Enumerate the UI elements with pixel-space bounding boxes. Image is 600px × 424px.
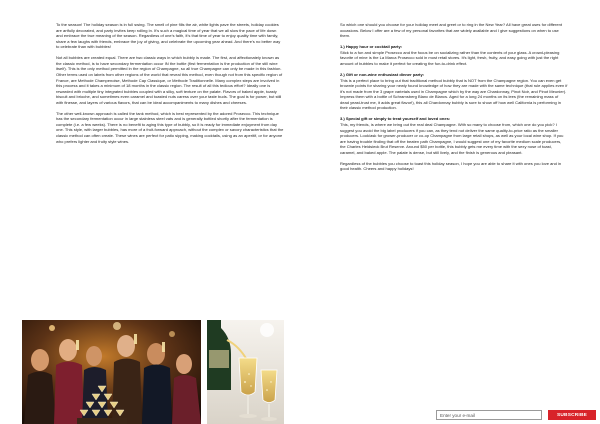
section-gift-body: This is a perfect place to bring out that traditional method bubbly that is NOT from the Champagne region. You can even get brownie points for sharing your newly found knowledge of how they are made with the same technique (that rule applies even if it’s not made from the 3 grape varietals used in Champagne which by the way are Chardonnay, Pinot Noir, and Pinot Meunier). Impress them with a bottle of Schramsberg Blanc de Blancs. Aged for a long 24 months on its lees (the remaining mass of dead yeast-trust me, it adds great flavor!), this all Chardonnay bubbly is sure to show off how well California is performing in their classic method production.	[340, 77, 568, 111]
tank-method-paragraph: The other well-known approach is called the tank method, which is best represented by the adored Prosecco. This technique has the secondary fermentation occur in large stainless steel vats and is generally bottled shortly after the fermentation is complete (i.e. a few weeks). There is no benefit to aging this type of bubbly, so it is ready for immediate enjoyment from day one. This style, with larger bubbles, has more of a fruit-forward approach, without the complex or savory characteristics that the classic method can often create. These wines are perfect for patio sipping, making cocktails, using as an aperitif, or for anyone who prefers lighter and fruity style wines.	[56, 110, 284, 144]
article-photos	[22, 320, 284, 424]
section-special-gift-heading: 3.) Special gift or simply to treat yourself and loved ones:	[340, 116, 451, 122]
section-happy-hour-body: Stick to a fun and simple Prosecco and the focus be on socializing rather than the contents of your glass. A crowd-pleasing favorite of mine is the La Marca Prosecco sold in most retail stores. It’s light, fresh, fruity, and easy going with just the right amount of bubbles to make it perfect for creating the fun-to-drink effect.	[340, 49, 560, 66]
left-article-column	[56, 22, 284, 150]
party-champagne-tower-photo	[22, 320, 201, 424]
subscribe-button[interactable]: SUBSCRIBE	[548, 410, 596, 420]
section-happy-hour-heading: 1.) Happy hour or cocktail party:	[340, 44, 403, 50]
email-input[interactable]	[436, 410, 542, 420]
classic-method-paragraph: Not all bubbles are created equal. There are two classic ways in which bubbly is made. The first, and affectionately known as the classic method, is to have secondary fermentation occur IN the bottle (first fermentation is the production of the still wine itself). This is the only method permitted in the region of Champagne, so all true Champagne can only be made in this fashion. Other terms used on labels from other regions of the world that reveal this method, even though not from this specific region of France, are Methode Champenoise, Methode Cap Classique, or Methode Traditionnelle. Many complex steps are involved in this process and it takes a minimum of 18 months in the classic region. The result of all this tedious effort? Ideally one is rewarded with multiple tiny integrated bubbles coupled with a silky, soft texture on the palate. Flavors of baked apple, toasty biscuit and brioche, and sometimes even caramel and toasted nuts caress over your taste buds. The goal is for power, but still with finesse, and layers of various flavors, that can be ideal accompaniments to many dishes and cheeses.	[56, 55, 283, 105]
champagne-glasses-photo	[207, 320, 284, 424]
intro-paragraph: To the season! The holiday season is in full swing. The smell of pine fills the air, white lights pave the streets, holiday cookies are artfully decorated, and party invites keep rolling in. It’s such a magical time of year that we all slow the pace of life down and embrace the true meaning of the season. Regardless of one’s faith, it’s that time of year to enjoy quality time with family, share a few laughs with friends, embrace the joy of giving, and celebrate the upcoming year ahead. And there’s no better way to celebrate than with bubbles!	[56, 22, 281, 50]
recommendations-intro: So which one should you choose for your holiday meet and greet or to ring in the New Year? All have great uses for different occasions. Below I offer are a few of my personal favorites that are widely available and I give suggestions on when to use them.	[340, 22, 562, 39]
section-special-gift-body: This, my friends, is where we bring out the real deal Champagne. With so many to choose from, which one do you pick? I suggest you avoid the big label producers if you can, as they tend not deliver the same quality-to-price ratio as the smaller producers. Look/ask for grower-producer or co-op Champagne from large retail shops, as well as your local wine shop. If you are having trouble finding that off the beaten path Champagne, I would suggest one of my favorite medium scale producers, the Charles Heidsieck Brut Reserve. Around $50 per bottle, this bubbly gets me every time with the sexy nose of toast, caramel, and baked apple. The palate is dense, but still lively, and the finish is generous and pleasant.	[340, 121, 564, 155]
newsletter-signup	[436, 410, 596, 422]
right-article-column	[340, 22, 568, 178]
closing-paragraph: Regardless of the bubbles you choose to toast this holiday season, I hope you are able to share it with ones you love and in good health. Cheers and happy holidays!	[340, 160, 562, 172]
section-gift-heading: 2.) Gift or non-wine enthusiast dinner party:	[340, 72, 425, 78]
